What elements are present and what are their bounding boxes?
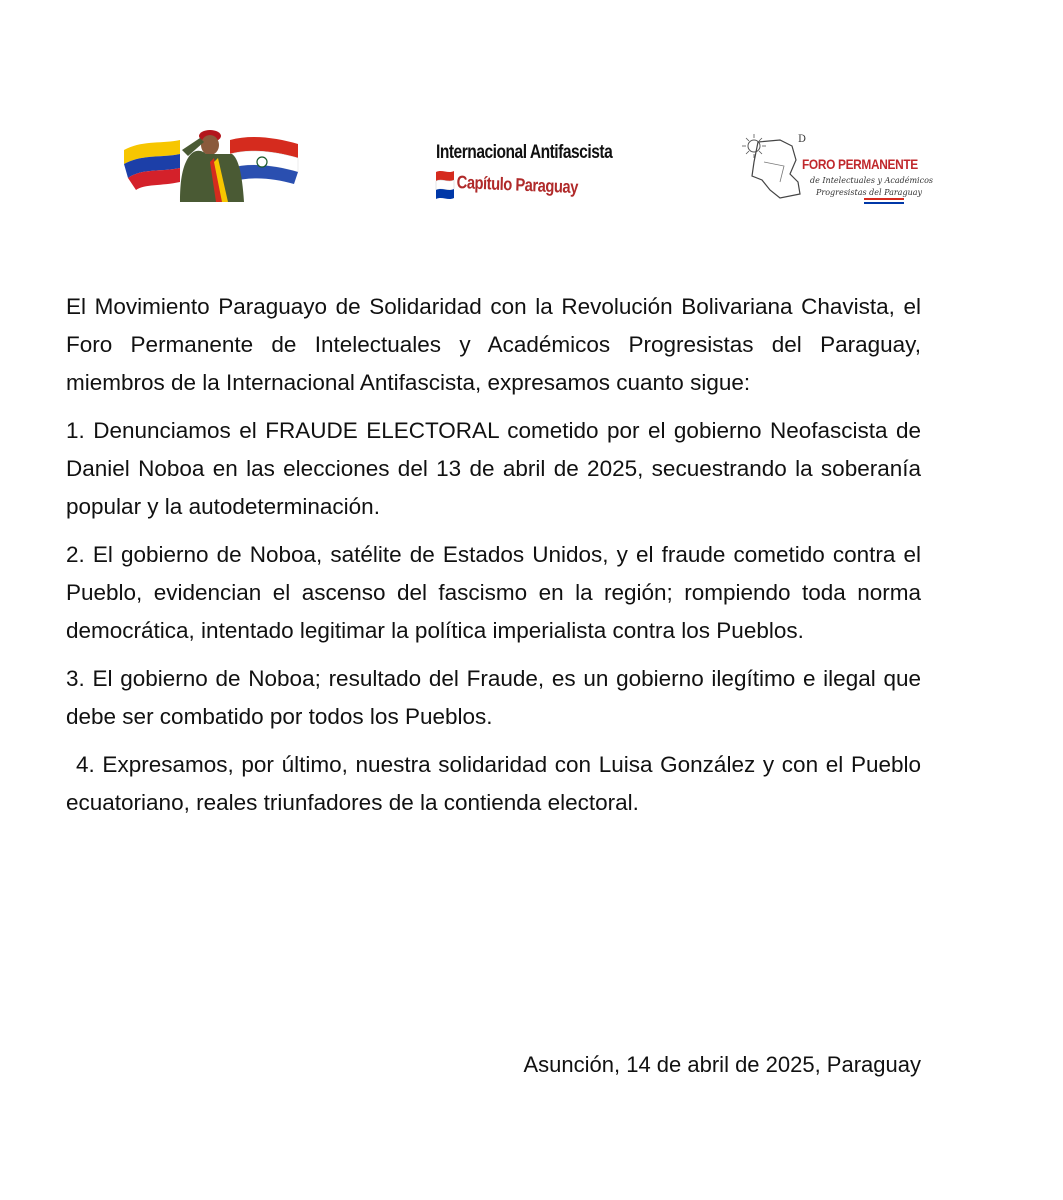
- foro-subtitle-line1: de Intelectuales y Académicos: [810, 176, 934, 185]
- foro-title: FORO PERMANENTE: [802, 156, 918, 172]
- solidarity-movement-logo: [122, 118, 304, 202]
- chavez-flags-icon: [122, 118, 304, 202]
- foro-subtitle-line2: Progresistas del Paraguay: [816, 188, 923, 197]
- header-logos: [0, 110, 1063, 210]
- intro-paragraph: El Movimiento Paraguayo de Solidaridad con la Revolución Bolivariana Chavista, el Foro Permanente de Intelectuales y Académicos Progresistas del Paraguay, miembros de la Internacional Antifascista, expresamos cuanto sigue:: [66, 294, 921, 395]
- item-2-paragraph: 2. El gobierno de Noboa, satélite de Estados Unidos, y el fraude cometido contra el Pueblo, evidencian el ascenso del fascismo en la región; rompiendo toda norma democrática, intentado legitimar la política imperialista contra los Pueblos.: [66, 542, 921, 643]
- flag-stripe-icon: [864, 198, 904, 204]
- paraguay-map-icon: [740, 132, 810, 202]
- svg-text:D: D: [798, 134, 807, 145]
- antifascista-subtitle: Capítulo Paraguay: [456, 172, 579, 198]
- antifascista-title: Internacional Antifascista: [436, 142, 613, 163]
- place-date-signoff: Asunción, 14 de abril de 2025, Paraguay: [523, 1052, 921, 1077]
- item-3-paragraph: 3. El gobierno de Noboa; resultado del Fraude, es un gobierno ilegítimo e ilegal que debe ser combatido por todos los Pueblos.: [66, 666, 921, 729]
- internacional-antifascista-logo: [430, 140, 613, 210]
- item-4-paragraph: 4. Expresamos, por último, nuestra solidaridad con Luisa González y con el Pueblo ecuatoriano, reales triunfadores de la contienda electoral.: [66, 752, 921, 815]
- paraguay-flag-icon: [434, 168, 456, 204]
- item-1-paragraph: 1. Denunciamos el FRAUDE ELECTORAL cometido por el gobierno Neofascista de Daniel Noboa en las elecciones del 13 de abril de 2025, secuestrando la soberanía popular y la autodeterminación.: [66, 418, 921, 519]
- statement-body: [66, 288, 921, 832]
- foro-permanente-logo: [740, 132, 934, 212]
